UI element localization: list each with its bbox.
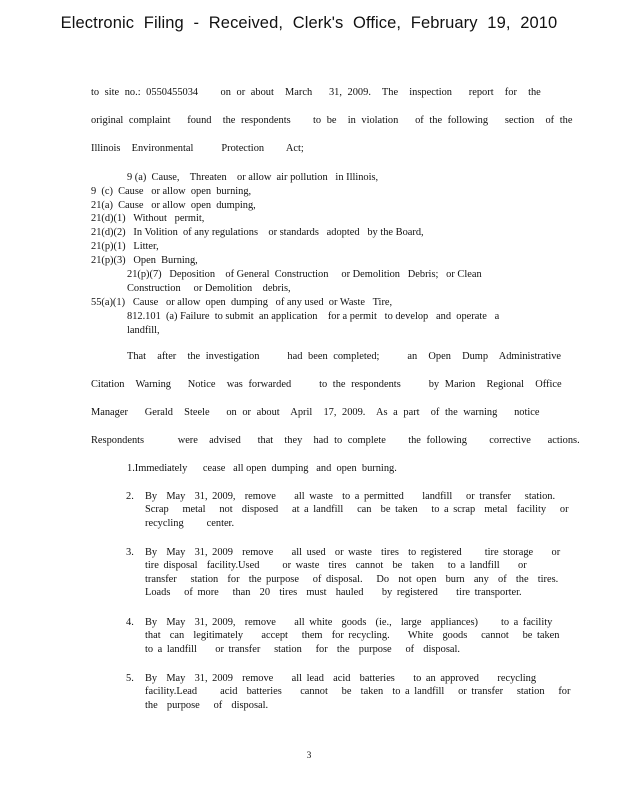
violation-55a1: 55(a)(1) Cause or allow open dumping of any used or Waste Tire, (91, 297, 393, 308)
action-number: 4. (126, 617, 134, 628)
notice-line-3: Manager Gerald Steele on or about April 17, 2009. As a part of the warning notice (91, 407, 540, 418)
action-line: By May 31, 2009, remove all white goods (ie., large appliances) to a facility (145, 617, 553, 628)
action-line: recycling center. (145, 517, 235, 529)
violation-9c: 9 (c) Cause or allow open burning, (91, 186, 252, 197)
action-line: By May 31, 2009 remove all used or waste tires to registered tire storage or (145, 547, 561, 558)
intro-line-1: to site no.: 0550455034 on or about March 31, 2009. The inspection report for the (91, 87, 541, 98)
action-line: the purpose of disposal. (145, 699, 269, 711)
action-item-3 (126, 546, 561, 599)
action-line: Scrap metal not disposed at a landfill can be taken to a scrap metal facility or (145, 504, 569, 516)
action-number: 3. (126, 547, 134, 558)
violation-21p7: 21(p)(7) Deposition of General Construction or Demolition Debris; or Clean (127, 269, 482, 280)
action-line: transfer station for the purpose of disposal. Do not open burn any of the tires. (145, 573, 559, 585)
violation-812101: 812.101 (a) Failure to submit an application for a permit to develop and operate a (127, 311, 500, 322)
violation-9a: 9 (a) Cause, Threaten or allow air pollution in Illinois, (127, 172, 379, 183)
notice-line-1: That after the investigation had been completed; an Open Dump Administrative (127, 351, 562, 362)
violation-21p7-cont: Construction or Demolition debris, (127, 283, 291, 294)
action-line: By May 31, 2009 remove all lead acid batteries to an approved recycling (145, 673, 537, 684)
violation-21p1: 21(p)(1) Litter, (91, 241, 159, 252)
action-number: 5. (126, 673, 134, 684)
notice-line-2: Citation Warning Notice was forwarded to the respondents by Marion Regional Office (91, 379, 562, 390)
violation-812101-cont: landfill, (127, 325, 160, 336)
violation-21p3: 21(p)(3) Open Burning, (91, 255, 198, 266)
action-line: tire disposal facility.Used or waste tires cannot be taken to a landfill or (145, 560, 527, 572)
violation-21d1: 21(d)(1) Without permit, (91, 213, 205, 224)
action-number: 2. (126, 491, 134, 502)
violation-21d2: 21(d)(2) In Volition of any regulations or standards adopted by the Board, (91, 227, 424, 238)
violation-21a: 21(a) Cause or allow open dumping, (91, 200, 256, 211)
notice-line-4: Respondents were advised that they had to complete the following corrective actions. (91, 435, 580, 446)
action-line: Loads of more than 20 tires must hauled by registered tire transporter. (145, 586, 522, 598)
filing-header: Electronic Filing - Received, Clerk's Office, February 19, 2010 (60, 14, 558, 32)
action-line: to a landfill or transfer station for the purpose of disposal. (145, 643, 460, 655)
action-item-4 (126, 616, 560, 656)
action-item-2 (126, 490, 569, 530)
action-line: that can legitimately accept them for recycling. White goods cannot be taken (145, 630, 560, 642)
action-item-5 (126, 672, 571, 712)
intro-line-2: original complaint found the respondents to be in violation of the following section of the (91, 115, 573, 126)
action-line: facility.Lead acid batteries cannot be taken to a landfill or transfer station for (145, 686, 571, 698)
page-number: 3 (306, 751, 312, 761)
intro-line-3: Illinois Environmental Protection Act; (91, 143, 304, 154)
action-line: By May 31, 2009, remove all waste to a permitted landfill or transfer station. (145, 491, 556, 502)
action-item-1: 1.Immediately cease all open dumping and open burning. (127, 463, 397, 474)
